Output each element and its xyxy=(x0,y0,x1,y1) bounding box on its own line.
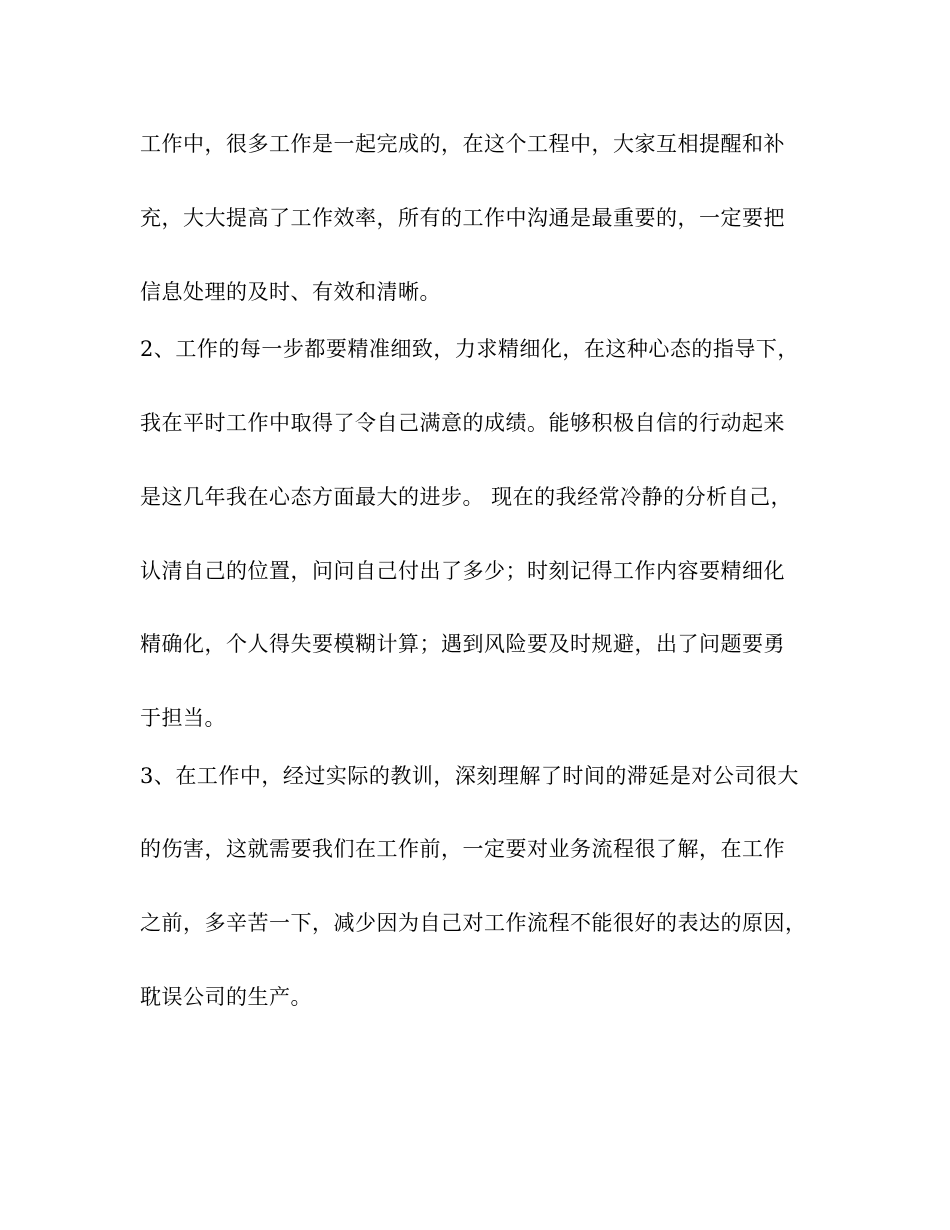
paragraph-2-line-4: 认清自己的位置，问问自己付出了多少；时刻记得工作内容要精细化 xyxy=(140,559,785,583)
paragraph-3-line-4: 耽误公司的生产。 xyxy=(140,985,312,1009)
paragraph-3-line-1: 3、在工作中，经过实际的教训，深刻理解了时间的滞延是对公司很大 xyxy=(140,764,799,788)
paragraph-2-line-3: 是这几年我在心态方面最大的进步。 现在的我经常冷静的分析自己， xyxy=(140,485,793,509)
paragraph-1-line-3: 信息处理的及时、有效和清晰。 xyxy=(140,280,441,304)
paragraph-1-line-1: 工作中，很多工作是一起完成的，在这个工程中，大家互相提醒和补 xyxy=(140,132,785,156)
paragraph-2-line-6: 于担当。 xyxy=(140,706,226,730)
paragraph-2-line-2: 我在平时工作中取得了令自己满意的成绩。能够积极自信的行动起来 xyxy=(140,411,785,435)
paragraph-1-line-2: 充，大大提高了工作效率，所有的工作中沟通是最重要的，一定要把 xyxy=(140,206,785,230)
paragraph-3-line-2: 的伤害，这就需要我们在工作前，一定要对业务流程很了解，在工作 xyxy=(140,837,785,861)
paragraph-2-line-1: 2、工作的每一步都要精准细致，力求精细化，在这种心态的指导下， xyxy=(140,337,799,361)
paragraph-2-line-5: 精确化，个人得失要模糊计算；遇到风险要及时规避，出了问题要勇 xyxy=(140,632,785,656)
paragraph-3-line-3: 之前，多辛苦一下，减少因为自己对工作流程不能很好的表达的原因， xyxy=(140,911,807,935)
